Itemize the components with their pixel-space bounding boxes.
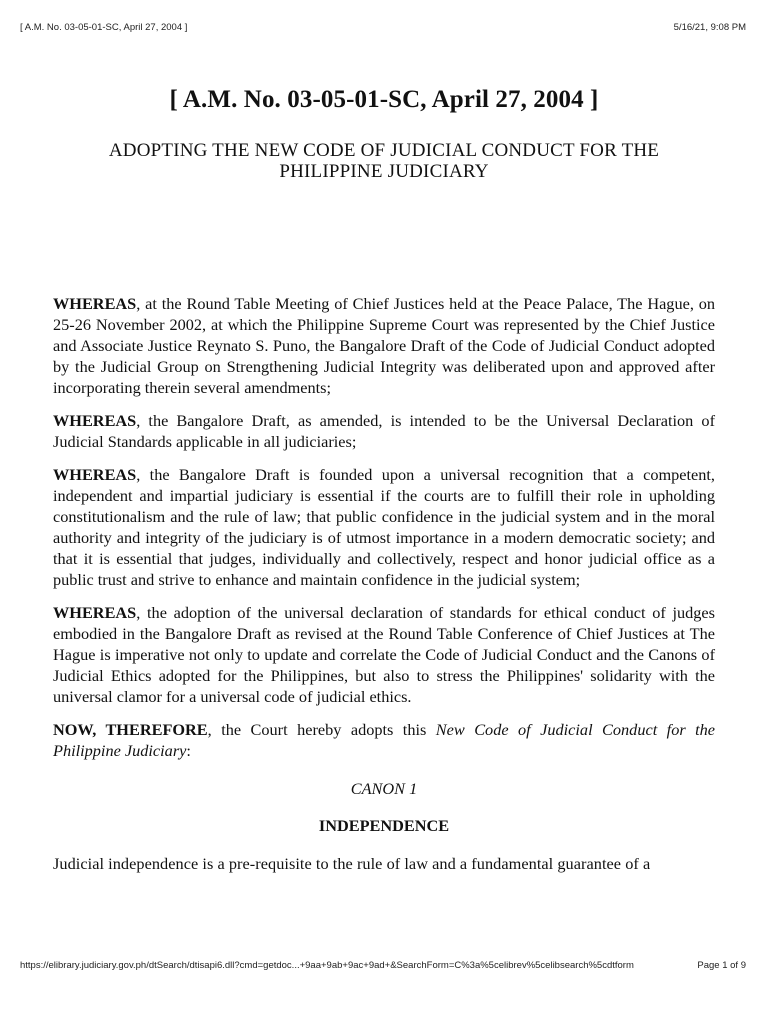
whereas-paragraph-1 bbox=[53, 293, 715, 398]
whereas-lead: WHEREAS bbox=[53, 465, 137, 484]
page-title: [ A.M. No. 03-05-01-SC, April 27, 2004 ] bbox=[169, 86, 599, 113]
whereas-paragraph-4 bbox=[53, 602, 715, 707]
print-header-title: [ A.M. No. 03-05-01-SC, April 27, 2004 ] bbox=[20, 22, 188, 33]
paragraph-text: , the Bangalore Draft is founded upon a universal recognition that a competent, independent and impartial judiciary is essential if the courts are to fulfill their role in upholding constitutionalism and the rule of law; that public confidence in the judicial system and in the moral authority and integrity of the judiciary is of utmost importance in a modern democratic society; and that it is essential that judges, individually and collectively, respect and honor judicial office as a public trust and strive to enhance and maintain confidence in the judicial system; bbox=[53, 465, 715, 589]
now-therefore-lead: NOW, THEREFORE bbox=[53, 720, 208, 739]
page-number: Page 1 of 9 bbox=[697, 960, 746, 971]
subtitle-line-1: ADOPTING THE NEW CODE OF JUDICIAL CONDUCT FOR THE bbox=[108, 140, 660, 161]
code-title-italic: New Code of Judicial Conduct for the Philippine Judiciary bbox=[53, 720, 716, 760]
whereas-lead: WHEREAS bbox=[53, 411, 137, 430]
paragraph-text: , at the Round Table Meeting of Chief Justices held at the Peace Palace, The Hague, on 25-26 November 2002, at which the Philippine Supreme Court was represented by the Chief Justice and Associate Justice Reynato S. Puno, the Bangalore Draft of the Code of Judicial Conduct adopted by the Judicial Group on Strengthening Judicial Integrity was deliberated upon and approved after incorporating therein several amendments; bbox=[53, 294, 715, 397]
subtitle-line-2: PHILIPPINE JUDICIARY bbox=[279, 161, 489, 182]
canon-heading: INDEPENDENCE bbox=[318, 816, 450, 835]
document-content bbox=[53, 84, 715, 886]
now-therefore-end: : bbox=[186, 741, 191, 760]
now-therefore-text: , the Court hereby adopts this bbox=[207, 720, 436, 739]
document-subtitle bbox=[53, 140, 715, 182]
whereas-lead: WHEREAS bbox=[53, 603, 137, 622]
document-body bbox=[53, 293, 715, 874]
whereas-lead: WHEREAS bbox=[53, 294, 137, 313]
print-footer-url: https://elibrary.judiciary.gov.ph/dtSearch/dtisapi6.dll?cmd=getdoc...+9aa+9ab+9ac+9ad+&SearchForm=C%3a%5celibrev%5celibsearch%5cdtform bbox=[20, 960, 634, 971]
print-header bbox=[20, 22, 746, 33]
canon-label: CANON 1 bbox=[350, 779, 418, 798]
print-footer bbox=[20, 960, 746, 971]
whereas-paragraph-3 bbox=[53, 464, 715, 590]
paragraph-text: , the Bangalore Draft, as amended, is intended to be the Universal Declaration of Judicial Standards applicable in all judiciaries; bbox=[53, 411, 715, 451]
print-header-datetime: 5/16/21, 9:08 PM bbox=[673, 22, 746, 33]
whereas-paragraph-2 bbox=[53, 410, 715, 452]
independence-paragraph: Judicial independence is a pre-requisite to the rule of law and a fundamental guarantee of a bbox=[53, 854, 651, 873]
paragraph-text: , the adoption of the universal declaration of standards for ethical conduct of judges embodied in the Bangalore Draft as revised at the Round Table Conference of Chief Justices at The Hague is imperative not only to update and correlate the Code of Judicial Conduct and the Canons of Judicial Ethics adopted for the Philippines, but also to stress the Philippines' solidarity with the universal clamor for a universal code of judicial ethics. bbox=[53, 603, 715, 706]
now-therefore-paragraph bbox=[53, 719, 715, 761]
